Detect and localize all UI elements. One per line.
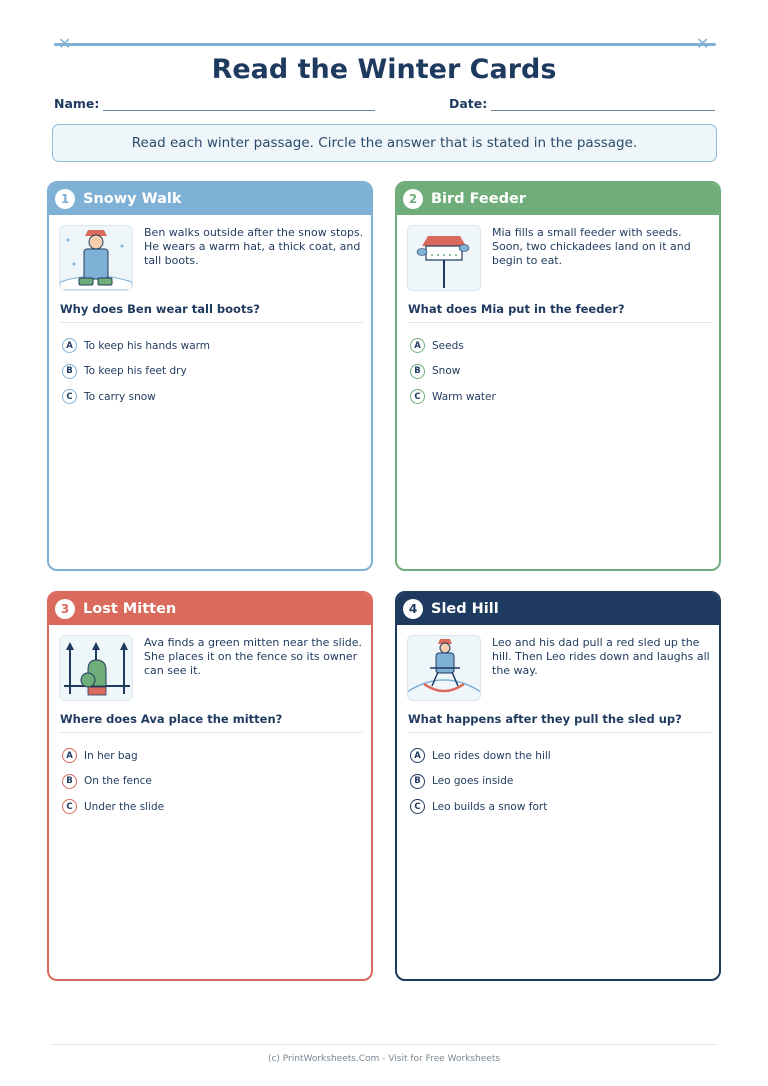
option-text[interactable]: Leo builds a snow fort <box>432 800 548 813</box>
option-letter[interactable]: A <box>410 338 425 353</box>
option-letter[interactable]: B <box>62 364 77 379</box>
card-question: Where does Ava place the mitten? <box>60 712 283 726</box>
date-label: Date: <box>449 96 488 111</box>
option-letter[interactable]: A <box>410 748 425 763</box>
option-text[interactable]: On the fence <box>84 775 152 788</box>
answer-option[interactable] <box>62 743 164 769</box>
answer-option[interactable] <box>62 769 164 795</box>
answer-option[interactable] <box>62 384 210 410</box>
answer-options <box>410 743 551 820</box>
card-snowy-walk <box>47 181 373 571</box>
card-passage: Ava finds a green mitten near the slide. She places it on the fence so its owner can see it. <box>144 636 363 677</box>
card-lost-mitten <box>47 591 373 981</box>
card-passage: Leo and his dad pull a red sled up the hill. Then Leo rides down and laughs all the way. <box>492 636 710 677</box>
option-text[interactable]: To keep his feet dry <box>84 365 187 378</box>
instructions-text: Read each winter passage. Circle the answer that is stated in the passage. <box>131 135 638 151</box>
sled-hill-icon <box>407 635 481 701</box>
card-question: What does Mia put in the feeder? <box>408 302 625 316</box>
date-field[interactable] <box>449 96 715 111</box>
page-title: Read the Winter Cards <box>211 54 557 85</box>
answer-options <box>62 333 210 410</box>
card-header <box>397 593 719 625</box>
answer-option[interactable] <box>62 333 210 359</box>
bird-feeder-icon <box>407 225 481 291</box>
card-title: Sled Hill <box>431 601 499 617</box>
card-title: Lost Mitten <box>83 601 177 617</box>
answer-option[interactable] <box>410 333 496 359</box>
option-letter[interactable]: C <box>410 799 425 814</box>
snowflake-icon: ✕ <box>696 34 710 53</box>
footer-divider <box>52 1044 716 1045</box>
question-divider <box>408 732 711 733</box>
option-letter[interactable]: C <box>410 389 425 404</box>
card-passage: Ben walks outside after the snow stops. He wears a warm hat, a thick coat, and tall boots. <box>144 226 364 267</box>
option-text[interactable]: Warm water <box>432 390 496 403</box>
card-number: 4 <box>403 599 423 619</box>
instructions-box <box>52 124 717 162</box>
card-number: 1 <box>55 189 75 209</box>
name-line[interactable] <box>103 99 375 111</box>
card-title: Bird Feeder <box>431 191 526 207</box>
answer-option[interactable] <box>410 743 551 769</box>
name-label: Name: <box>54 96 100 111</box>
answer-option[interactable] <box>410 359 496 385</box>
option-text[interactable]: To carry snow <box>84 390 156 403</box>
child-in-snow-icon <box>59 225 133 291</box>
card-sled-hill <box>395 591 721 981</box>
question-divider <box>60 322 363 323</box>
card-passage: Mia fills a small feeder with seeds. Soon, two chickadees land on it and begin to eat. <box>492 226 691 267</box>
card-question: Why does Ben wear tall boots? <box>60 302 260 316</box>
name-field[interactable] <box>54 96 375 111</box>
card-number: 3 <box>55 599 75 619</box>
card-bird-feeder <box>395 181 721 571</box>
card-title: Snowy Walk <box>83 191 182 207</box>
option-text[interactable]: Leo rides down the hill <box>432 749 551 762</box>
answer-option[interactable] <box>62 794 164 820</box>
option-letter[interactable]: C <box>62 389 77 404</box>
card-header <box>397 183 719 215</box>
option-letter[interactable]: A <box>62 748 77 763</box>
option-text[interactable]: Snow <box>432 365 461 378</box>
card-header <box>49 183 371 215</box>
option-letter[interactable]: B <box>62 774 77 789</box>
answer-option[interactable] <box>410 384 496 410</box>
option-text[interactable]: To keep his hands warm <box>84 339 210 352</box>
option-letter[interactable]: B <box>410 774 425 789</box>
answer-options <box>62 743 164 820</box>
card-number: 2 <box>403 189 423 209</box>
answer-options <box>410 333 496 410</box>
question-divider <box>60 732 363 733</box>
option-letter[interactable]: B <box>410 364 425 379</box>
snowflake-icon: ✕ <box>58 34 72 53</box>
footer-text: (c) PrintWorksheets.Com - Visit for Free Worksheets <box>267 1054 501 1064</box>
option-text[interactable]: Seeds <box>432 339 464 352</box>
option-text[interactable]: Leo goes inside <box>432 775 514 788</box>
option-text[interactable]: Under the slide <box>84 800 165 813</box>
option-letter[interactable]: A <box>62 338 77 353</box>
answer-option[interactable] <box>410 794 551 820</box>
top-decorative-rule <box>54 43 716 46</box>
option-text[interactable]: In her bag <box>84 749 138 762</box>
mitten-on-fence-icon <box>59 635 133 701</box>
card-question: What happens after they pull the sled up? <box>408 712 682 726</box>
question-divider <box>408 322 711 323</box>
answer-option[interactable] <box>410 769 551 795</box>
date-line[interactable] <box>491 99 715 111</box>
card-header <box>49 593 371 625</box>
option-letter[interactable]: C <box>62 799 77 814</box>
answer-option[interactable] <box>62 359 210 385</box>
